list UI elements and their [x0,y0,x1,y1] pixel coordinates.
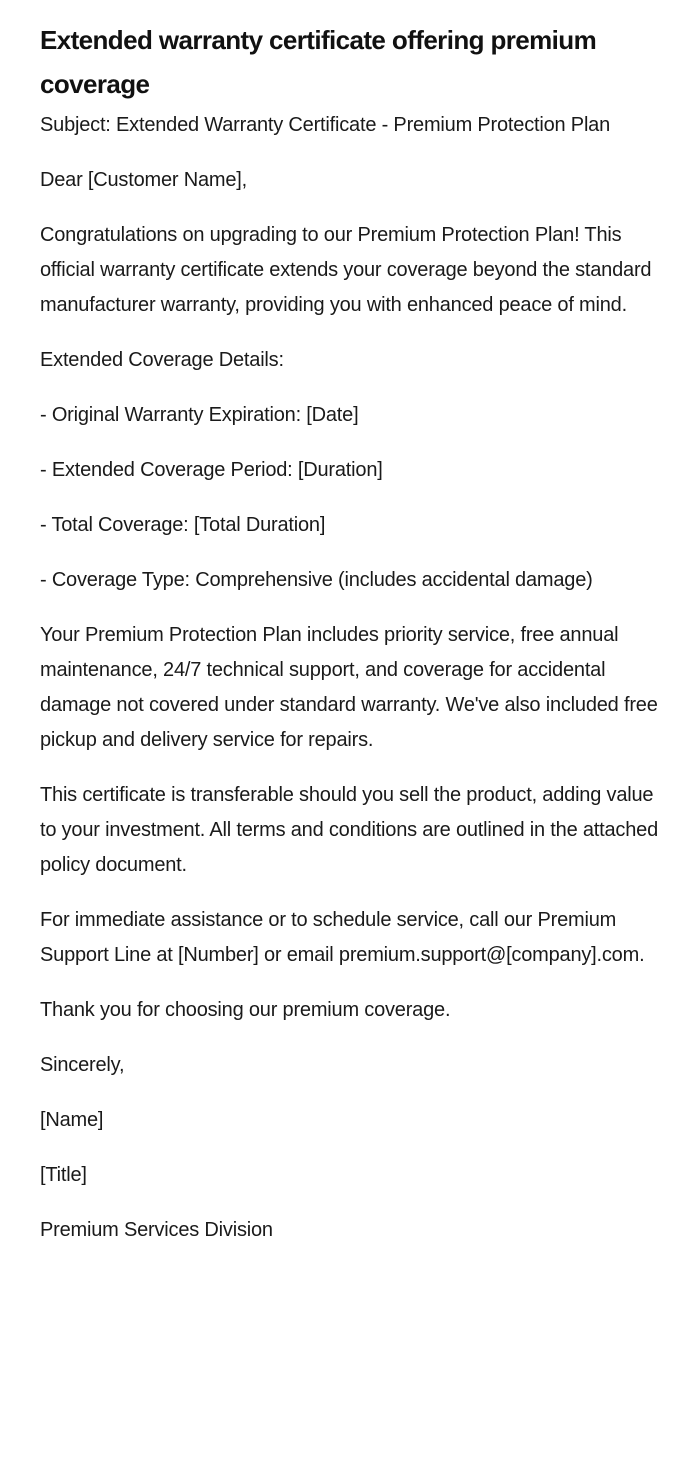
detail-item-extended-period: - Extended Coverage Period: [Duration] [40,459,383,481]
detail-item-coverage-type: - Coverage Type: Comprehensive (includes accidental damage) [40,569,593,591]
signature-title: [Title] [40,1164,87,1186]
greeting: Dear [Customer Name], [40,169,247,191]
thanks-line: Thank you for choosing our premium coverage. [40,999,451,1021]
detail-item-total-coverage: - Total Coverage: [Total Duration] [40,514,326,536]
detail-item-original-expiration: - Original Warranty Expiration: [Date] [40,404,359,426]
signature-name: [Name] [40,1109,104,1131]
closing: Sincerely, [40,1054,125,1076]
transfer-paragraph: This certificate is transferable should you sell the product, adding value to your investment. All terms and conditions are outlined in the attached policy document. [40,784,658,876]
subject-line: Subject: Extended Warranty Certificate - Premium Protection Plan [40,114,611,136]
intro-paragraph: Congratulations on upgrading to our Premium Protection Plan! This official warranty certificate extends your coverage beyond the standard manufacturer warranty, providing you with enhanced peace of mind. [40,224,652,316]
benefits-paragraph: Your Premium Protection Plan includes priority service, free annual maintenance, 24/7 technical support, and coverage for accidental damage not covered under standard warranty. We've also included free pickup and delivery service for repairs. [40,624,658,751]
contact-paragraph: For immediate assistance or to schedule service, call our Premium Support Line at [Number] or email premium.support@[company].com. [40,909,645,966]
details-heading: Extended Coverage Details: [40,349,284,371]
signature-division: Premium Services Division [40,1219,273,1241]
page-title: Extended warranty certificate offering premium coverage [40,25,597,99]
